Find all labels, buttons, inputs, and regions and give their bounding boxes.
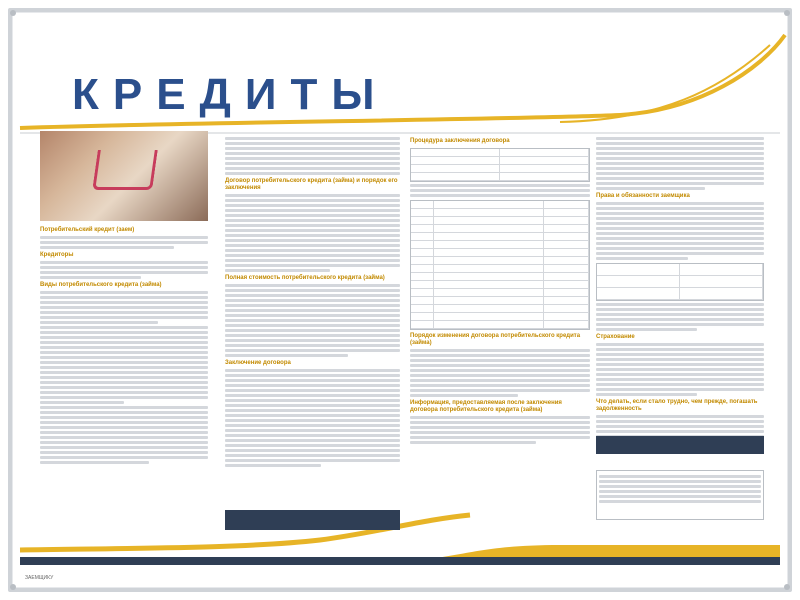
- sample-form: [596, 470, 764, 520]
- section-heading: Порядок изменения договора потребительского кредита (займа): [410, 333, 581, 346]
- corner-bolt: [10, 10, 16, 16]
- cart-icon: [92, 150, 158, 190]
- corner-bolt: [10, 584, 16, 590]
- column-1: [40, 224, 208, 544]
- section-heading: Потребительский кредит (заем): [40, 227, 135, 233]
- highlight-box: [225, 510, 400, 530]
- section-heading: Что делать, если стало трудно, чем прежде, погашать задолженность: [596, 399, 758, 412]
- section-heading: Страхование: [596, 334, 635, 340]
- section-heading: Виды потребительского кредита (займа): [40, 282, 162, 288]
- column-2: [225, 135, 400, 545]
- section-heading: Права и обязанности заемщика: [596, 193, 690, 199]
- obligations-table: [596, 263, 764, 301]
- section-heading: Договор потребительского кредита (займа) и порядок его заключения: [225, 178, 398, 191]
- procedure-table: [410, 148, 590, 182]
- section-heading: Процедура заключения договора: [410, 138, 510, 144]
- section-heading: Кредиторы: [40, 252, 74, 258]
- column-3: [410, 135, 590, 545]
- page-title: КРЕДИТЫ: [72, 70, 389, 119]
- footer-label: ЗАЕМЩИКУ: [25, 575, 54, 581]
- section-heading: Заключение договора: [225, 360, 291, 366]
- corner-bolt: [784, 584, 790, 590]
- corner-bolt: [784, 10, 790, 16]
- highlight-box: [596, 436, 764, 454]
- section-heading: Полная стоимость потребительского кредита (займа): [225, 275, 385, 281]
- section-heading: Информация, предоставляемая после заключения договора потребительского кредита (займа): [410, 400, 562, 413]
- conditions-table: [410, 200, 590, 330]
